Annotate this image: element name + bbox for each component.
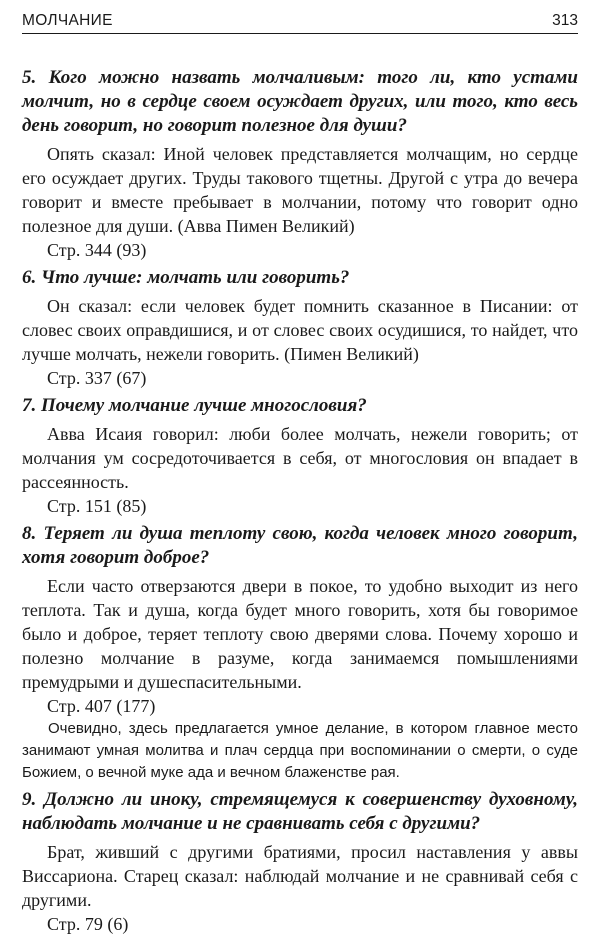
question-6: 6. Что лучше: молчать или говорить?	[22, 267, 350, 288]
page-body	[22, 66, 578, 936]
question-5: 5. Кого можно назвать молчаливым: того ли, кто устами молчит, но в сердце своем осуждает других, или того, кто весь день говорит, но говорит полезное для души?	[22, 67, 578, 136]
answer-6: Он сказал: если человек будет помнить сказанное в Писании: от словес своих оправдишися, и от словес своих осудишися, то найдет, что лучше молчать, нежели говорить. (Пимен Великий)	[22, 296, 578, 364]
note-8: Очевидно, здесь предлагается умное делание, в котором главное место занимают умная молитва и плач сердца при воспоминании о смерти, о суде Божием, о вечной муке ада и вечном блаженстве рая.	[22, 720, 578, 781]
question-7: 7. Почему молчание лучше многословия?	[22, 395, 367, 416]
answer-9: Брат, живший с другими братиями, просил наставления у аввы Виссариона. Старец сказал: наблюдай молчание и не сравнивай себя с другими.	[22, 842, 578, 910]
reference-8: Стр. 407 (177)	[47, 696, 156, 716]
reference-7: Стр. 151 (85)	[47, 496, 147, 516]
question-9: 9. Должно ли иноку, стремящемуся к совершенству духовному, наблюдать молчание и не сравнивать себя с другими?	[22, 789, 578, 834]
reference-5: Стр. 344 (93)	[47, 240, 147, 260]
reference-9: Стр. 79 (6)	[47, 914, 129, 934]
running-title: МОЛЧАНИЕ	[22, 12, 113, 29]
running-header	[22, 8, 578, 30]
answer-7: Авва Исаия говорил: люби более молчать, нежели говорить; от молчания ум сосредоточивается в себя, от многословия он впадает в рассеянность.	[22, 424, 578, 492]
header-rule	[22, 33, 578, 34]
answer-8: Если часто отверзаются двери в покое, то удобно выходит из него теплота. Так и душа, когда будет много говорить, хотя бы говоримое было и доброе, теряет теплоту свою дверями слова. Почему хорошо и полезно молчание в разуме, когда занимаемся помышлениями премудрыми и душеспасительными.	[22, 576, 578, 692]
reference-6: Стр. 337 (67)	[47, 368, 147, 388]
page-number: 313	[552, 12, 578, 29]
question-8: 8. Теряет ли душа теплоту свою, когда человек много говорит, хотя говорит доброе?	[22, 523, 578, 568]
answer-5: Опять сказал: Иной человек представляется молчащим, но сердце его осуждает других. Труды такового тщетны. Другой с утра до вечера говорит и вместе пребывает в молчании, потому что говорит одно полезное для души. (Авва Пимен Великий)	[22, 144, 578, 236]
